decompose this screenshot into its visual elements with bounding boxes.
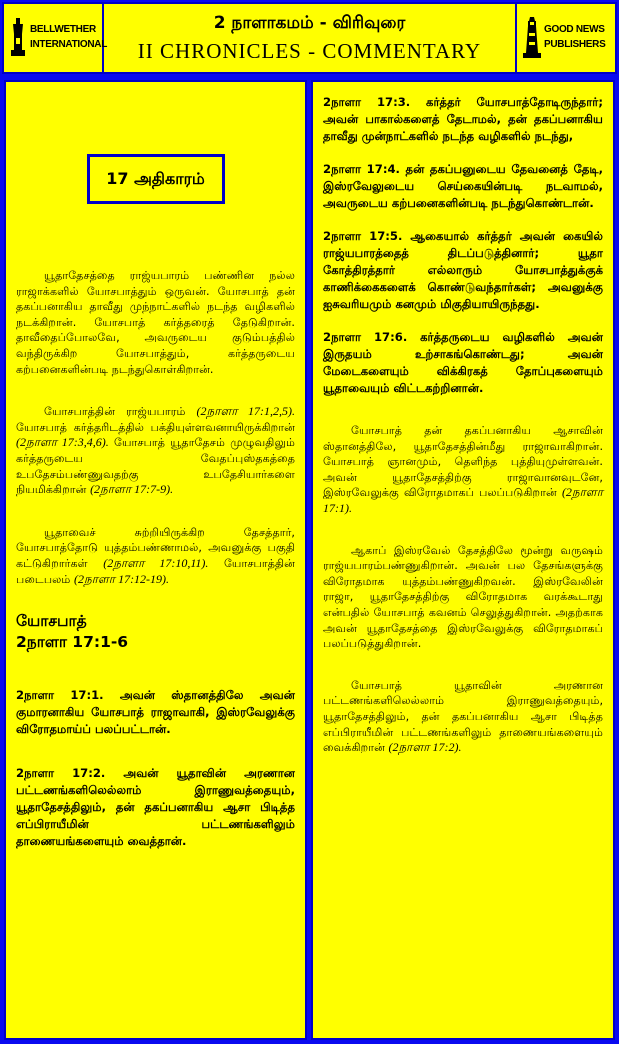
logo-line-1: BELLWETHER — [30, 24, 96, 35]
paragraph-text: யோசபாத் யூதாதேசம் முழுவதிலும் கர்த்தருடைய வேதப்புஸ்தகத்தை உபதேசம்பண்ணுவதற்கு உபதேசியார்களை நியமிக்கிறான் — [16, 436, 295, 497]
chapter-title: 17 அதிகாரம் — [87, 154, 225, 204]
bellwether-logo — [4, 4, 108, 72]
verse-reference: (2நாளா 17:12-19). — [74, 571, 170, 586]
paragraph-text: யோசபாத் கர்த்தரிடத்தில் பக்தியுள்ளவனாயிருக்கிறான் — [16, 420, 295, 434]
commentary-paragraph — [16, 525, 295, 587]
right-column — [311, 80, 615, 1040]
section-heading — [16, 611, 295, 653]
verse-reference: (2நாளா 17:3,4,6). — [16, 435, 109, 450]
logo-line-2: INTERNATIONAL — [30, 39, 108, 50]
title-area — [106, 4, 513, 72]
verse-paragraph: 2நாளா 17:3. கர்த்தர் யோசபாத்தோடிருந்தார்; அவன் பாகால்களைத் தேடாமல், தன் தகப்பனாகிய தாவீது முன்நாட்களில் நடந்த வழிகளில் நடந்து, — [323, 95, 603, 143]
verse-paragraph: 2நாளா 17:2. அவன் யூதாவின் அரணான பட்டணங்களிலெல்லாம் இராணுவத்தையும், யூதாதேசத்திலும், தன் தகப்பனாகிய ஆசா பிடித்த எப்பிராயீமின் பட்டணங்களிலும் தாணையங்களையும் வைத்தான். — [16, 766, 295, 849]
verse-reference: (2நாளா 17:2). — [388, 740, 462, 755]
good-news-logo — [515, 4, 615, 72]
verse-reference: (2நாளா 17:1). — [323, 485, 603, 515]
commentary-paragraph: யூதாதேசத்தை ராஜ்யபாரம் பண்ணின நல்ல ராஜாக்களில் யோசபாத்தும் ஒருவன். யோசபாத் தன் தகப்பனாகிய தாவீது முந்நாட்களில் நடந்த வழிகளில் நடக்கிறான். யோசபாத் கர்த்தரைத் தேடுகிறான். தாவீதைப்போலவே, அவருடைய குடும்பத்தில் வந்திருக்கிற யோசபாத்தும், கர்த்தருடைய கற்பனைகளின்படி நடந்துகொள்கிறான். — [16, 269, 295, 376]
verse-paragraph: 2நாளா 17:6. கர்த்தருடைய வழிகளில் அவன் இருதயம் உற்சாகங்கொண்டது; அவன் மேடைகளையும் விக்கிரகத் தோப்புகளையும் யூதாவையும் விட்டகற்றினான். — [323, 330, 603, 395]
commentary-paragraph — [323, 678, 603, 756]
paragraph-text: யூதாவைச் சுற்றியிருக்கிற தேசத்தார், யோசபாத்தோடு யுத்தம்பண்ணாமல், அவனுக்கு பகுதி கட்டுகிறார்கள் — [16, 525, 295, 570]
logo-line-2: PUBLISHERS — [544, 39, 606, 50]
paragraph-text: யோசபாத்தின் ராஜ்யபாரம் — [44, 405, 197, 419]
page-title-english: II CHRONICLES - COMMENTARY — [137, 39, 482, 63]
verse-paragraph: 2நாளா 17:4. தன் தகப்பனுடைய தேவனைத் தேடி, இஸ்ரவேலுடைய செய்கையின்படி நடவாமல், அவருடைய கற்பனைகளின்படி நடந்துகொண்டான். — [323, 162, 603, 210]
commentary-paragraph — [16, 404, 295, 498]
commentary-paragraph — [323, 423, 603, 517]
lighthouse-icon — [523, 17, 541, 59]
section-heading-reference: 2நாளா 17:1-6 — [16, 633, 129, 652]
verse-reference: (2நாளா 17:1,2,5). — [196, 404, 295, 419]
page-title-tamil: 2 நாளாகமம் - விரிவுரை — [213, 13, 406, 33]
verse-reference: (2நாளா 17:7-9). — [90, 482, 174, 497]
bell-tower-icon — [10, 18, 26, 58]
paragraph-text: யோசபாத் யூதாவின் அரணான பட்டணங்களிலெல்லாம் இராணுவத்தையும், யூதாதேசத்திலும், தன் தகப்பனாகிய ஆசா பிடித்த எப்பிராயீமின் பட்டணங்களிலும் தாணையங்களையும் வைக்கிறான் — [323, 678, 603, 755]
verse-reference: (2நாளா 17:10,11). — [103, 555, 209, 570]
section-heading-title: யோசபாத் — [16, 612, 87, 631]
verse-paragraph: 2நாளா 17:1. அவன் ஸ்தானத்திலே அவன் குமாரனாகிய யோசபாத் ராஜாவாகி, இஸ்ரவேலுக்கு விரோதமாய்ப் பலப்பட்டான். — [16, 688, 295, 737]
logo-line-1: GOOD NEWS — [544, 24, 605, 35]
left-column — [4, 80, 307, 1040]
paragraph-text: யோசபாத்தின் படைபலம் — [16, 556, 296, 586]
page-header — [2, 2, 617, 74]
verse-paragraph: 2நாளா 17:5. ஆகையால் கர்த்தர் அவன் கையில் ராஜ்யபாரத்தைத் திடப்படுத்தினார்; யூதா கோத்திரத்தார் எல்லாரும் யோசபாத்துக்குக் காணிக்கைகளைக் கொண்டுவந்தார்கள்; அவனுக்கு ஐசுவரியமும் கனமும் மிகுதியாயிருந்தது. — [323, 229, 603, 311]
commentary-paragraph: ஆகாப் இஸ்ரவேல் தேசத்திலே மூன்று வருஷம் ராஜ்யபாரம்பண்ணுகிறான். அவன் பல தேசங்களுக்கு விரோதமாக யுத்தம்பண்ணுகிறவன். இஸ்ரவேலின் ராஜா, யூதாதேசத்திற்கு விரோதமாக வரக்கூடாது என்பதில் யோசபாத் கவனம் செலுத்துகிறான். அதற்காக அவன் யூதாதேசத்தை இஸ்ரவேலுக்கு விரோதமாகப் பலப்படுத்துகிறான். — [323, 543, 603, 651]
paragraph-text: யோசபாத் தன் தகப்பனாகிய ஆசாவின் ஸ்தானத்திலே, யூதாதேசத்தின்மீது ராஜாவாகிறான். யோசபாத் ஞானமும், தெளிந்த புத்தியுமுள்ளவன். அவன் யூதாதேசத்திற்கு ராஜாவானவுடனே, இஸ்ரவேலுக்கு விரோதமாகப் பலப்படுகிறான் — [323, 424, 603, 500]
